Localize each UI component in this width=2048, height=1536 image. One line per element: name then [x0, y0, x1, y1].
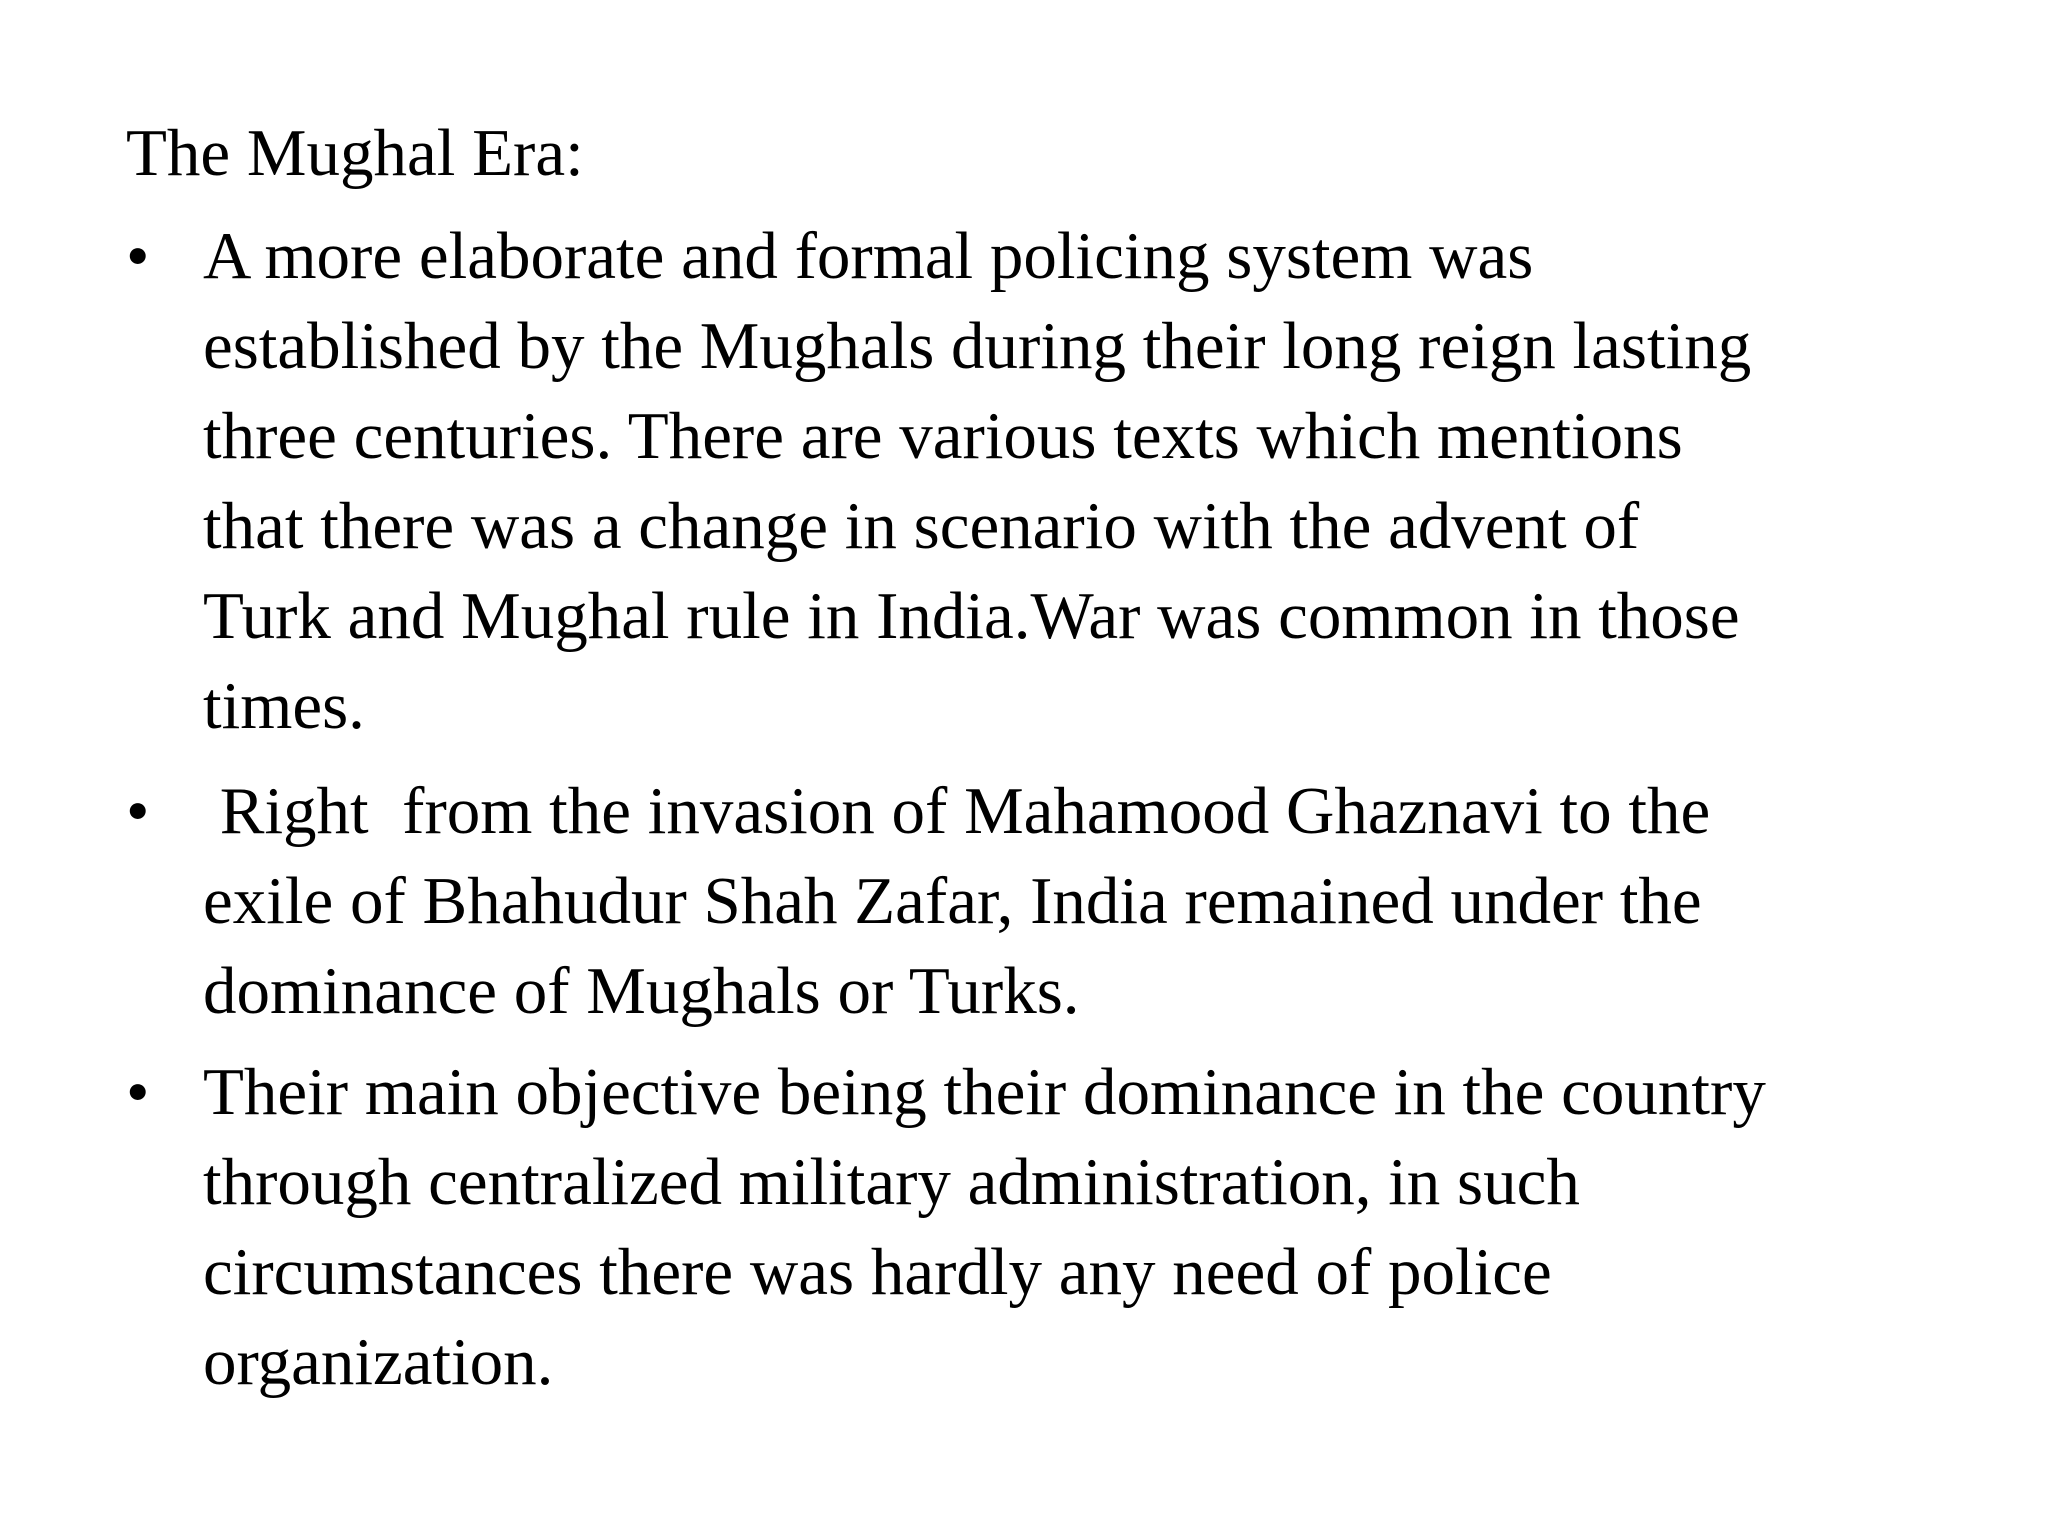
bullet-line: that there was a change in scenario with the advent of: [203, 489, 1640, 563]
bullet-icon: •: [126, 219, 150, 293]
bullet-text: [203, 1047, 1976, 1407]
bullet-icon: •: [126, 1055, 150, 1129]
bullet-line: established by the Mughals during their long reign lasting: [203, 309, 1752, 383]
bullet-line: three centuries. There are various texts which mentions: [203, 399, 1683, 473]
bullet-line: circumstances there was hardly any need of police: [203, 1235, 1552, 1309]
bullet-line: A more elaborate and formal policing system was: [203, 219, 1534, 293]
bullet-line: through centralized military administration, in such: [203, 1145, 1580, 1219]
bullet-line: dominance of Mughals or Turks.: [203, 954, 1080, 1028]
bullet-line: Their main objective being their dominance in the country: [203, 1055, 1766, 1129]
bullet-item: [126, 766, 1976, 1036]
bullet-item: [126, 1047, 1976, 1407]
bullet-item: [126, 211, 1976, 751]
slide-title: The Mughal Era:: [126, 116, 584, 190]
bullet-text: [203, 766, 1976, 1036]
bullet-icon: •: [126, 774, 150, 848]
bullet-line: exile of Bhahudur Shah Zafar, India remained under the: [203, 864, 1702, 938]
bullet-line: times.: [203, 669, 365, 743]
bullet-line: Turk and Mughal rule in India.War was common in those: [203, 579, 1740, 653]
bullet-text: [203, 211, 1976, 751]
bullet-line: organization.: [203, 1325, 554, 1399]
bullet-line: Right from the invasion of Mahamood Ghaznavi to the: [203, 774, 1711, 848]
